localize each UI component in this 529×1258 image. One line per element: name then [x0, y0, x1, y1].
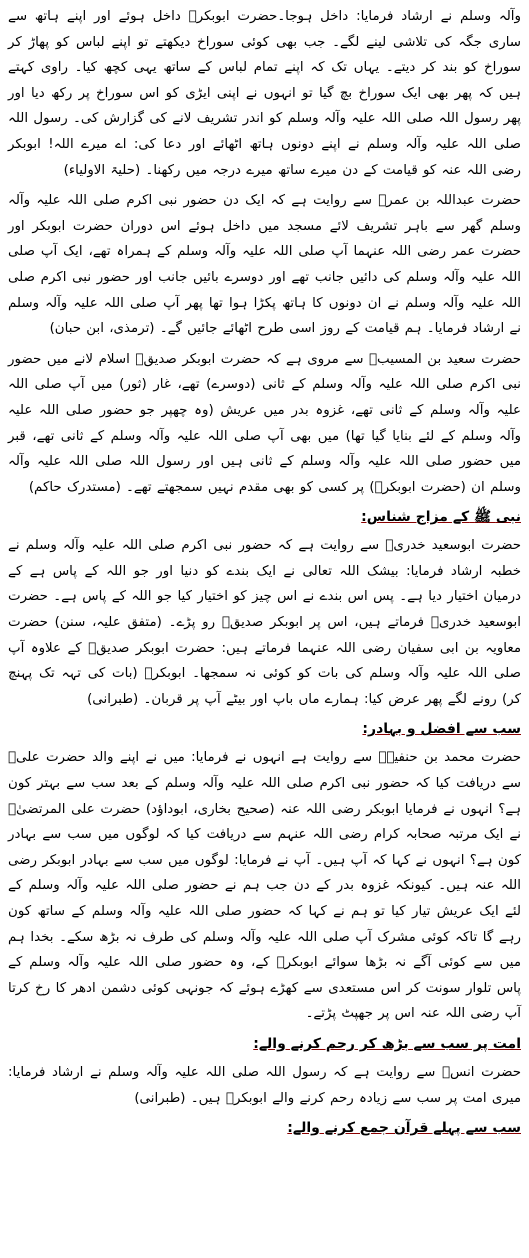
paragraph-abu-saeed: حضرت ابوسعید خدریؓ سے روایت ہے کہ حضور نبی اکرم صلی اللہ علیہ وآلہ وسلم نے خطبہ ارشاد فرمایا: بیشک اللہ تعالی نے ایک بندے کو دنیا اور جو اللہ کے پاس ہے کے درمیان اختیار دیا ہے۔ پس اس بندے نے اس چیز کو اختیار کیا جو اللہ کے پاس ہے۔ حضرت ابوسعید خدریؓ فرماتے ہیں، اس پر ابوبکر صدیقؓ رو پڑے۔ (متفق علیہ، سنن) حضرت معاویہ بن ابی سفیان رضی اللہ عنہما فرماتے ہیں: حضرت ابوبکر صدیقؓ کے علاوہ آپ صلی اللہ علیہ وآلہ وسلم کی بات کو کوئی نہ سمجھا۔ ابوبکرؓ (بات کی تہہ تک پہنچ کر) رونے لگے پھر عرض کیا: ہمارے ماں باپ اور بیٹے آپ پر قربان۔ (طبرانی)	[8, 538, 521, 707]
heading-mizaj-text: کے مزاج شناس:	[361, 509, 470, 526]
heading-rahm	[8, 1032, 521, 1056]
paragraph-muhammad-bin-hanafiya: حضرت محمد بن حنفیہؓ سے روایت ہے انہوں نے فرمایا: میں نے اپنے والد حضرت علیؓ سے دریافت کیا کہ حضور نبی اکرم صلی اللہ علیہ وآلہ وسلم کے بعد سب سے بہتر کون ہے؟ انہوں نے فرمایا ابوبکر رضی اللہ عنہ (صحیح بخاری، ابوداؤد) حضرت علی المرتضیٰؓ نے ایک مرتبہ صحابہ کرام رضی اللہ عنہم سے دریافت کیا کہ لوگوں میں سب سے بہادر کون ہے؟ انہوں نے کہا کہ آپ ہیں۔ آپ نے فرمایا: لوگوں میں سب سے بہادر ابوبکر رضی اللہ عنہ ہیں۔ کیونکہ غزوہ بدر کے دن جب ہم نے حضور صلی اللہ علیہ وآلہ وسلم کے لئے ایک عریش تیار کیا تو ہم نے کہا کہ حضور صلی اللہ علیہ وآلہ وسلم کے ساتھ کون رہے گا تاکہ کوئی مشرک آپ صلی اللہ علیہ وآلہ وسلم کی طرف نہ بڑھ سکے۔ بخدا ہم میں سے کوئی آگے نہ بڑھا سوائے ابوبکرؓ کے، وہ حضور صلی اللہ علیہ وآلہ وسلم کے پاس تلوار سونت کر اس مستعدی سے کھڑے ہوئے کہ جونہی کوئی دشمن ادھر کا رخ کرتا آپ رضی اللہ عنہ اس پر جھپٹ پڑتے۔	[8, 750, 521, 1022]
heading-rahm-text: امت پر سب سے بڑھ کر رحم کرنے والے:	[253, 1035, 521, 1052]
paragraph-hijrat-cave: وآلہ وسلم نے ارشاد فرمایا: داخل ہوجا۔حضرت ابوبکرؓ داخل ہوئے اور اپنے ہاتھ سے ساری جگہ کی تلاشی لینے لگے۔ جب بھی کوئی سوراخ دیکھتے تو اپنے لباس کو پھاڑ کر سوراخ کو بند کر دیتے۔ یہاں تک کہ اپنے تمام لباس کے ساتھ یہی کچھ کیا۔ راوی کہتے ہیں کہ پھر بھی ایک سوراخ بچ گیا تو انہوں نے اپنی ایڑی کو اس سوراخ پر رکھ دیا اور پھر رسول اللہ صلی اللہ علیہ وآلہ وسلم کو اندر تشریف لانے کی گزارش کی۔ رسول اللہ صلی اللہ علیہ وآلہ وسلم نے اپنے دونوں ہاتھ اٹھائے اور دعا کی: اے میرے اللہ! ابوبکر رضی اللہ عنہ کو قیامت کے دن میرے ساتھ میرے درجہ میں رکھنا۔ (حلیۃ الاولیاء)	[8, 9, 521, 178]
heading-afzal-bahadur-text: سب سے افضل و بہادر:	[362, 721, 521, 738]
paragraph-ibn-umar: حضرت عبداللہ بن عمرؓ سے روایت ہے کہ ایک دن حضور نبی اکرم صلی اللہ علیہ وآلہ وسلم گھر سے باہر تشریف لائے مسجد میں داخل ہوئے اس دوران حضرت ابوبکر اور حضرت عمر رضی اللہ عنہما آپ صلی اللہ علیہ وآلہ وسلم کے ہمراہ تھے، ایک آپ صلی اللہ علیہ وآلہ وسلم کی دائیں جانب تھے اور دوسرے بائیں جانب اور حضور نبی اکرم صلی اللہ علیہ وآلہ وسلم نے ان دونوں کا ہاتھ پکڑا ہوا تھا پھر آپ صلی اللہ علیہ وآلہ وسلم نے ارشاد فرمایا۔ ہم قیامت کے روز اسی طرح اٹھائے جائیں گے۔ (ترمذی، ابن حبان)	[8, 193, 521, 337]
heading-quran-jama	[8, 1116, 521, 1140]
paragraph-saeed-bin-musayyib: حضرت سعید بن المسیبؓ سے مروی ہے کہ حضرت ابوبکر صدیقؓ اسلام لانے میں حضور نبی اکرم صلی اللہ علیہ وآلہ وسلم کے ثانی (دوسرے) تھے، غار (ثور) میں آپ صلی اللہ علیہ وآلہ وسلم کے ثانی تھے، غزوہ بدر میں عریش (وہ چھپر جو حضور صلی اللہ علیہ وآلہ وسلم کے لئے بنایا گیا تھا) میں بھی آپ صلی اللہ علیہ وآلہ وسلم کے ثانی تھے، قبر میں حضور صلی اللہ علیہ وآلہ وسلم کے ثانی ہیں اور رسول اللہ صلی اللہ علیہ وآلہ وسلم ان (حضرت ابوبکرؓ) پر کسی کو بھی مقدم نہیں سمجھتے تھے۔ (مستدرک حاکم)	[8, 351, 521, 495]
heading-mizaj-prefix: نبی	[495, 509, 521, 526]
heading-mizaj-shanas	[8, 505, 521, 529]
salawat-emblem-icon: ﷺ	[474, 509, 491, 526]
heading-afzal-bahadur	[8, 717, 521, 741]
paragraph-anas: حضرت انسؓ سے روایت ہے کہ رسول اللہ صلی اللہ علیہ وآلہ وسلم نے ارشاد فرمایا: میری امت پر سب سے زیادہ رحم کرنے والے ابوبکرؓ ہیں۔ (طبرانی)	[8, 1064, 521, 1106]
heading-mizaj-underlined	[361, 509, 521, 525]
heading-quran-jama-text: سب سے پہلے قرآن جمع کرنے والے:	[287, 1120, 521, 1137]
